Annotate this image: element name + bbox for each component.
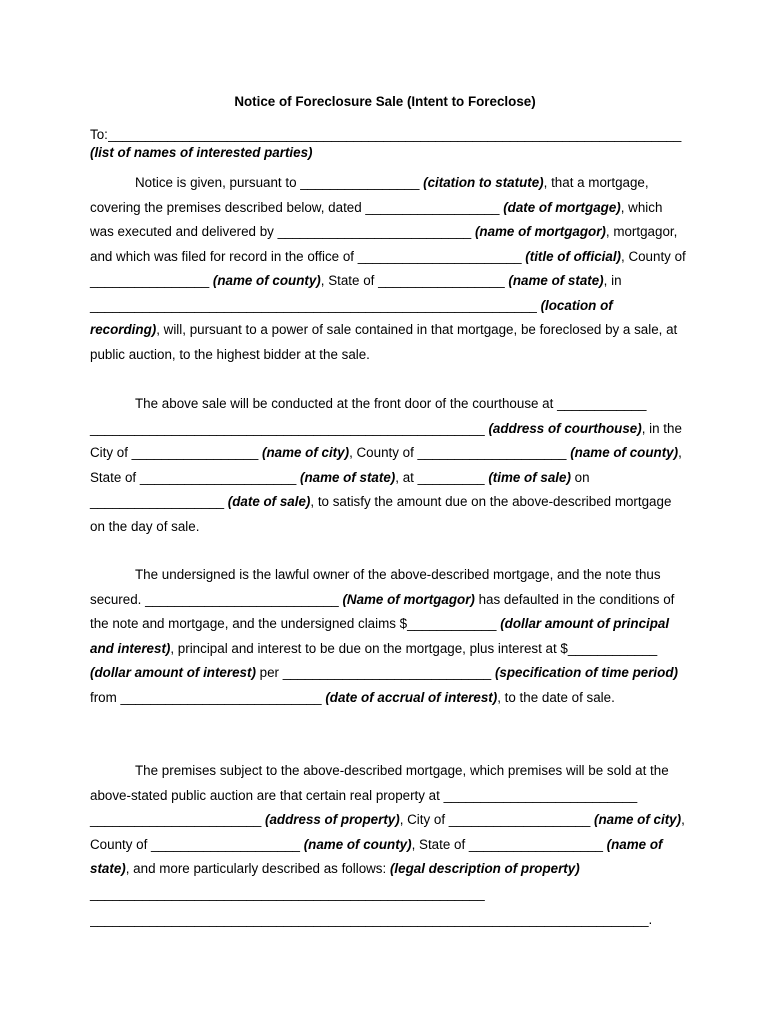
claim-hint-principal: (dollar amount of principal and interest) [90, 616, 670, 656]
notice-hint-mortgagor: (name of mortgagor) [474, 224, 606, 239]
sale-text-6: on __________________ [90, 469, 590, 509]
notice-hint-recording: (location of recording) [90, 297, 613, 337]
premises-text-5: , and more particularly described as follows: [125, 861, 390, 876]
notice-text-3: , which was executed and delivered by __________________________ [90, 199, 663, 239]
premises-hint-address: (address of property) [265, 812, 400, 827]
premises-text-6: _____________________________________________________ [90, 885, 485, 901]
premises-hint-legal: (legal description of property) [389, 861, 580, 876]
sale-text-7: , to satisfy the amount due on the above-described mortgage on the day of sale. [90, 494, 672, 534]
sale-text-4: , State of _____________________ [90, 445, 682, 485]
notice-hint-mortgage-date: (date of mortgage) [503, 199, 621, 215]
recipients-block [90, 126, 686, 162]
notice-text-4: , mortgagor, and which was filed for record in the office of ______________________ [90, 224, 678, 264]
sale-hint-time: (time of sale) [488, 469, 571, 485]
premises-text-4: , State of __________________ [411, 836, 607, 852]
sale-text-1: The above sale will be conducted at the front door of the courthouse at ____________ _____________________________________________________ [90, 396, 647, 436]
recipients-blank: _____________________________________________________________________________ [107, 127, 682, 142]
claim-text-1: The undersigned is the lawful owner of the above-described mortgage, and the note thus secured. __________________________ [90, 567, 661, 607]
sale-hint-county: (name of county) [570, 445, 679, 460]
claim-text-3: , principal and interest to be due on the mortgage, plus interest at $____________ [170, 640, 658, 656]
premises-hint-state: (name of state) [90, 836, 663, 876]
claim-text-4: per ____________________________ [255, 665, 495, 680]
claim-text-5: from ___________________________ [90, 689, 326, 705]
document-title: Notice of Foreclosure Sale (Intent to Foreclose) [234, 94, 536, 109]
claim-hint-interest: (dollar amount of interest) [90, 665, 256, 680]
sale-hint-courthouse: (address of courthouse) [488, 420, 642, 436]
notice-text-7: , in ____________________________________________________________ [90, 273, 622, 313]
recipients-line [90, 126, 686, 144]
to-label: To: [90, 127, 108, 142]
notice-text-5: , County of ________________ [90, 248, 686, 288]
premises-text-2: , City of ___________________ [399, 812, 595, 827]
notice-text-8: , will, pursuant to a power of sale contained in that mortgage, be foreclosed by a sale, at public auction, to the highest bidder at the sale. [90, 322, 678, 362]
claim-hint-period: (specification of time period) [494, 665, 678, 680]
paragraph-premises [90, 759, 686, 906]
paragraph-sale-location [90, 392, 686, 539]
legal-description-line: ___________________________________________________________________________. [90, 912, 653, 927]
premises-hint-county: (name of county) [303, 836, 412, 852]
sale-text-3: , County of ____________________ [349, 445, 571, 460]
notice-text-6: , State of _________________ [320, 273, 509, 288]
notice-hint-official: (title of official) [525, 248, 621, 264]
sale-hint-city: (name of city) [262, 445, 350, 460]
paragraph-notice [90, 171, 686, 367]
claim-hint-mortgagor: (Name of mortgagor) [342, 591, 475, 607]
notice-text-1: Notice is given, pursuant to ________________ [135, 175, 424, 190]
notice-hint-county: (name of county) [212, 273, 321, 288]
sale-hint-state: (name of state) [300, 469, 396, 485]
premises-text-1: The premises subject to the above-described mortgage, which premises will be sold at the above-stated public auction are that certain real property at __________________________ _______________________ [90, 763, 669, 827]
claim-hint-accrual: (date of accrual of interest) [325, 689, 498, 705]
notice-hint-state: (name of state) [508, 273, 604, 288]
sale-text-5: , at _________ [395, 469, 489, 485]
notice-hint-statute: (citation to statute) [423, 175, 544, 190]
premises-text-3: , County of ____________________ [90, 812, 685, 852]
claim-text-6: , to the date of sale. [497, 689, 615, 705]
claim-text-2: has defaulted in the conditions of the note and mortgage, and the undersigned claims $____________ [90, 591, 675, 631]
paragraph-default-claim [90, 563, 686, 710]
sale-hint-date: (date of sale) [227, 494, 311, 509]
premises-hint-city: (name of city) [594, 812, 682, 827]
sale-text-2: , in the City of _________________ [90, 420, 682, 460]
notice-text-2: , that a mortgage, covering the premises described below, dated __________________ [90, 175, 649, 215]
recipients-note: (list of names of interested parties) [90, 145, 313, 160]
